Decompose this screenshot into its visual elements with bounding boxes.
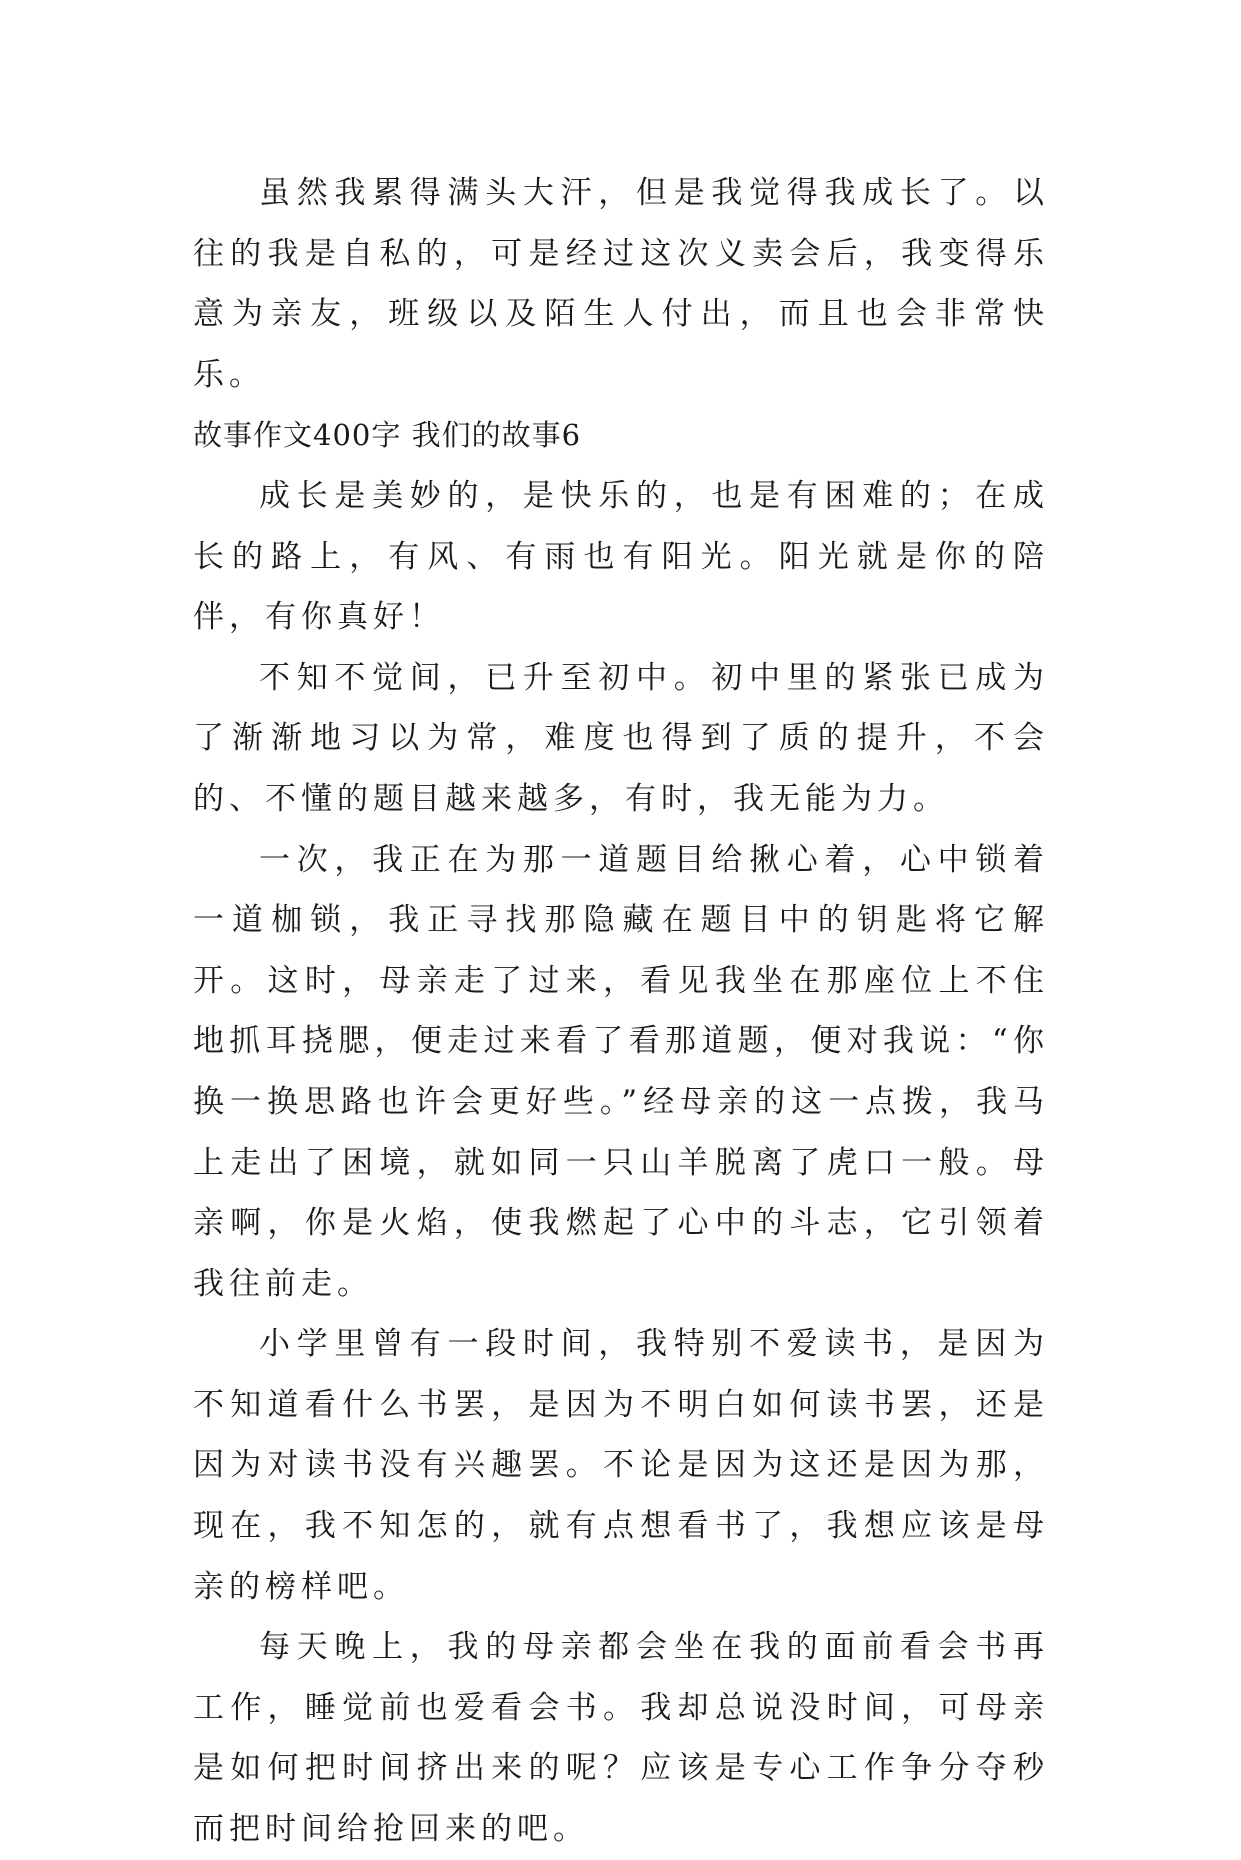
body-paragraph: 成长是美妙的，是快乐的，也是有困难的；在成长的路上，有风、有雨也有阳光。阳光就是你的陪伴，有你真好！ [193, 477, 1049, 636]
body-paragraph: 一次，我正在为那一道题目给揪心着，心中锁着一道枷锁，我正寻找那隐藏在题目中的钥匙将它解开。这时，母亲走了过来，看见我坐在那座位上不住地抓耳挠腮，便走过来看了看那道题，便对我说：“你换一换思路也许会更好些。”经母亲的这一点拨，我马上走出了困境，就如同一只山羊脱离了虎口一般。母亲啊，你是火焰，使我燃起了心中的斗志，它引领着我往前走。 [193, 841, 1049, 1302]
document-page [193, 163, 1049, 1860]
section-heading: 故事作文400字 我们的故事6 [193, 418, 582, 453]
body-paragraph: 虽然我累得满头大汗，但是我觉得我成长了。以往的我是自私的，可是经过这次义卖会后，我变得乐意为亲友，班级以及陌生人付出，而且也会非常快乐。 [193, 175, 1049, 393]
body-paragraph: 小学里曾有一段时间，我特别不爱读书，是因为不知道看什么书罢，是因为不明白如何读书罢，还是因为对读书没有兴趣罢。不论是因为这还是因为那，现在，我不知怎的，就有点想看书了，我想应该是母亲的榜样吧。 [193, 1326, 1049, 1605]
body-paragraph: 每天晚上，我的母亲都会坐在我的面前看会书再工作，睡觉前也爱看会书。我却总说没时间，可母亲是如何把时间挤出来的呢？应该是专心工作争分夺秒而把时间给抢回来的吧。 [193, 1629, 1049, 1848]
body-paragraph: 不知不觉间，已升至初中。初中里的紧张已成为了渐渐地习以为常，难度也得到了质的提升，不会的、不懂的题目越来越多，有时，我无能为力。 [193, 659, 1049, 817]
